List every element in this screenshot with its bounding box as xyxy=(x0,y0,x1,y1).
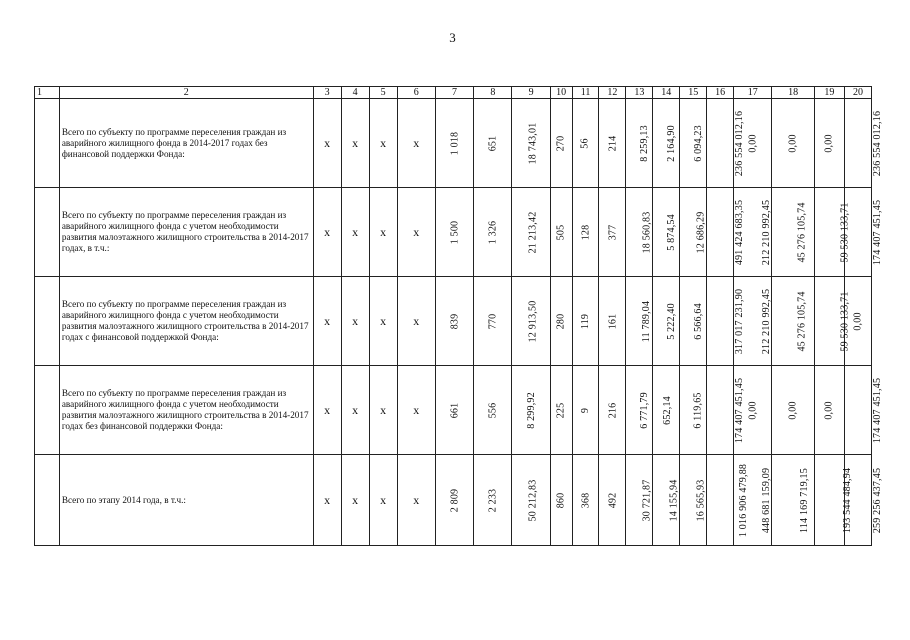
value-cell xyxy=(474,188,512,277)
column-number: 12 xyxy=(599,87,626,99)
cell-value: 6 566,64 xyxy=(693,302,705,340)
cell-value: 6 094,23 xyxy=(693,124,705,162)
value-cell xyxy=(814,277,851,366)
cell-value: 9 xyxy=(580,407,592,413)
value-cell xyxy=(512,277,550,366)
value-cell xyxy=(599,366,626,455)
cross-mark-cell: x xyxy=(313,99,341,188)
column-number: 5 xyxy=(369,87,397,99)
value-cell xyxy=(599,277,626,366)
value-cell xyxy=(572,99,599,188)
cell-value: 212 210 992,45 xyxy=(761,199,773,265)
cell-value: 128 xyxy=(580,224,592,240)
value-cell xyxy=(474,99,512,188)
cell-value: 0,00 xyxy=(852,311,864,331)
cell-value: 236 554 012,16 xyxy=(872,110,884,176)
value-cell xyxy=(435,277,473,366)
row-number-cell xyxy=(35,188,60,277)
value-cell xyxy=(626,99,653,188)
value-cell xyxy=(772,455,814,546)
column-number: 10 xyxy=(550,87,572,99)
value-cell xyxy=(435,99,473,188)
row-number-cell xyxy=(35,277,60,366)
cell-value: 174 407 451,45 xyxy=(734,377,746,443)
cross-mark-cell: x xyxy=(341,366,369,455)
value-cell xyxy=(512,455,550,546)
cell-value: 12 686,29 xyxy=(695,211,707,253)
cross-mark-cell: x xyxy=(369,366,397,455)
value-cell xyxy=(814,455,854,546)
cell-value: 18 560,83 xyxy=(641,211,653,253)
value-cell xyxy=(680,277,707,366)
value-cell xyxy=(572,366,599,455)
value-cell xyxy=(653,99,680,188)
table-row xyxy=(35,277,872,366)
value-cell xyxy=(680,99,707,188)
value-cell xyxy=(435,188,473,277)
cell-value: 193 544 484,94 xyxy=(842,467,854,533)
cell-value: 2 233 xyxy=(487,488,499,512)
value-cell xyxy=(550,277,572,366)
row-number-cell xyxy=(35,366,60,455)
cell-value: 174 407 451,45 xyxy=(872,377,884,443)
cell-value: 556 xyxy=(487,402,499,418)
value-cell xyxy=(772,99,814,188)
cell-value: 174 407 451,45 xyxy=(872,199,884,265)
value-cell xyxy=(844,366,884,455)
table-row xyxy=(35,455,872,546)
column-number: 11 xyxy=(572,87,599,99)
value-cell xyxy=(474,455,512,546)
value-cell xyxy=(626,455,653,546)
column-number: 18 xyxy=(772,87,814,99)
cell-value: 161 xyxy=(606,313,618,329)
cell-value: 45 276 105,74 xyxy=(796,201,808,263)
column-number: 16 xyxy=(707,87,734,99)
value-cell xyxy=(626,366,653,455)
column-number: 8 xyxy=(474,87,512,99)
cell-value: 652,14 xyxy=(662,395,674,425)
cell-value: 45 276 105,74 xyxy=(796,290,808,352)
cell-value: 2 164,90 xyxy=(666,124,678,162)
cross-mark-cell: x xyxy=(313,277,341,366)
value-cell xyxy=(772,366,814,455)
value-cell xyxy=(512,188,550,277)
value-cell xyxy=(707,366,746,455)
cross-mark-cell: x xyxy=(369,99,397,188)
cell-value: 6 119,65 xyxy=(692,391,704,429)
cross-mark-cell: x xyxy=(397,188,435,277)
cell-value: 651 xyxy=(487,135,499,151)
value-cell xyxy=(772,277,814,366)
value-cell xyxy=(707,99,746,188)
cell-value: 0,00 xyxy=(823,400,835,420)
cell-value: 14 155,94 xyxy=(668,479,680,521)
value-cell xyxy=(814,188,851,277)
cell-value: 1 016 906 479,88 xyxy=(738,463,750,537)
cell-value: 491 424 683,35 xyxy=(734,199,746,265)
column-number: 13 xyxy=(626,87,653,99)
column-number: 20 xyxy=(844,87,871,99)
cell-value: 839 xyxy=(449,313,461,329)
cell-value: 30 721,87 xyxy=(641,479,653,521)
cell-value: 5 874,54 xyxy=(666,213,678,251)
column-number: 3 xyxy=(313,87,341,99)
column-number: 19 xyxy=(814,87,844,99)
row-description: Всего по субъекту по программе переселения граждан из аварийного жилищного фонда с учетом необходимости развития малоэтажного жилищного строительства в 2014-2017 годах, в т.ч.: xyxy=(59,188,313,277)
cross-mark-cell: x xyxy=(369,455,397,546)
cross-mark-cell: x xyxy=(397,277,435,366)
row-description: Всего по субъекту по программе переселения граждан из аварийного жилищного фонда с учетом необходимости развития малоэтажного жилищного строительства в 2014-2017 годах с финансовой поддержкой Фонда: xyxy=(59,277,313,366)
value-cell xyxy=(680,455,707,546)
cell-value: 16 565,93 xyxy=(695,479,707,521)
cell-value: 214 xyxy=(606,135,618,151)
cell-value: 50 212,83 xyxy=(527,479,539,521)
cell-value: 270 xyxy=(555,135,567,151)
column-number: 6 xyxy=(397,87,435,99)
column-number: 4 xyxy=(341,87,369,99)
column-number: 1 xyxy=(35,87,60,99)
cross-mark-cell: x xyxy=(313,188,341,277)
cell-value: 770 xyxy=(487,313,499,329)
value-cell xyxy=(772,188,814,277)
cross-mark-cell: x xyxy=(341,277,369,366)
value-cell xyxy=(707,188,746,277)
cell-value: 860 xyxy=(555,492,567,508)
value-cell xyxy=(653,455,680,546)
cross-mark-cell: x xyxy=(369,277,397,366)
row-number-cell xyxy=(35,455,60,546)
report-table xyxy=(34,86,884,546)
header-row xyxy=(35,87,872,99)
page-number: 3 xyxy=(449,30,456,45)
cell-value: 0,00 xyxy=(823,133,835,153)
column-number: 7 xyxy=(435,87,473,99)
cell-value: 505 xyxy=(555,224,567,240)
cell-value: 18 743,01 xyxy=(527,122,539,164)
value-cell xyxy=(435,455,473,546)
cell-value: 280 xyxy=(555,313,567,329)
cross-mark-cell: x xyxy=(397,455,435,546)
column-number: 15 xyxy=(680,87,707,99)
cross-mark-cell: x xyxy=(341,99,369,188)
value-cell xyxy=(550,455,572,546)
row-description: Всего по этапу 2014 года, в т.ч.: xyxy=(59,455,313,546)
cross-mark-cell: x xyxy=(313,455,341,546)
cell-value: 259 256 437,45 xyxy=(872,467,884,533)
value-cell xyxy=(814,366,844,455)
cell-value: 21 213,42 xyxy=(527,211,539,253)
cell-value: 1 500 xyxy=(449,220,461,244)
table-row xyxy=(35,188,872,277)
cell-value: 12 913,50 xyxy=(527,300,539,342)
cell-value: 59 530 133,71 xyxy=(839,201,851,263)
table-row xyxy=(35,99,872,188)
column-number: 14 xyxy=(653,87,680,99)
value-cell xyxy=(599,188,626,277)
cell-value: 1 326 xyxy=(487,220,499,244)
value-cell xyxy=(707,277,746,366)
cell-value: 1 018 xyxy=(449,131,461,155)
value-cell xyxy=(653,188,680,277)
cell-value: 0,00 xyxy=(747,400,759,420)
value-cell xyxy=(550,188,572,277)
value-cell xyxy=(680,366,707,455)
cell-value: 8 299,92 xyxy=(525,391,537,429)
value-cell xyxy=(680,188,707,277)
cell-value: 56 xyxy=(580,137,591,149)
row-description: Всего по субъекту по программе переселения граждан из аварийного жилищного фонда в 2014-2017 годах без финансовой поддержки Фонда: xyxy=(59,99,313,188)
row-description: Всего по субъекту по программе переселения граждан из аварийного жилищного фонда с учетом необходимости развития малоэтажного жилищного строительства в 2014-2017 годах без финансовой поддержки Фонда: xyxy=(59,366,313,455)
value-cell xyxy=(653,277,680,366)
cell-value: 492 xyxy=(606,492,618,508)
cell-value: 377 xyxy=(606,224,618,240)
value-cell xyxy=(435,366,473,455)
cell-value: 5 222,40 xyxy=(666,302,678,340)
cell-value: 236 554 012,16 xyxy=(734,110,746,176)
column-number: 17 xyxy=(734,87,772,99)
cross-mark-cell: x xyxy=(341,188,369,277)
value-cell xyxy=(572,277,599,366)
cell-value: 212 210 992,45 xyxy=(761,288,773,354)
cell-value: 114 169 719,15 xyxy=(799,467,811,533)
value-cell xyxy=(599,455,626,546)
value-cell xyxy=(550,99,572,188)
value-cell xyxy=(626,277,653,366)
cross-mark-cell: x xyxy=(341,455,369,546)
value-cell xyxy=(512,99,550,188)
value-cell xyxy=(474,277,512,366)
cell-value: 59 530 133,71 xyxy=(839,290,851,352)
cross-mark-cell: x xyxy=(397,366,435,455)
cell-value: 317 017 231,90 xyxy=(734,288,746,354)
column-number: 2 xyxy=(59,87,313,99)
table-row xyxy=(35,366,872,455)
cell-value: 6 771,79 xyxy=(639,391,651,429)
cell-value: 119 xyxy=(580,313,592,329)
cell-value: 0,00 xyxy=(747,133,759,153)
value-cell xyxy=(599,99,626,188)
value-cell xyxy=(572,455,599,546)
value-cell xyxy=(512,366,550,455)
cell-value: 0,00 xyxy=(787,133,799,153)
cell-value: 8 259,13 xyxy=(639,124,651,162)
value-cell xyxy=(707,455,750,546)
cell-value: 368 xyxy=(580,492,592,508)
cell-value: 216 xyxy=(606,402,618,418)
cell-value: 661 xyxy=(449,402,461,418)
value-cell xyxy=(814,99,844,188)
cross-mark-cell: x xyxy=(313,366,341,455)
value-cell xyxy=(626,188,653,277)
value-cell xyxy=(474,366,512,455)
cell-value: 448 681 159,09 xyxy=(761,467,773,533)
cell-value: 0,00 xyxy=(787,400,799,420)
cell-value: 11 789,04 xyxy=(641,300,653,342)
value-cell xyxy=(550,366,572,455)
value-cell xyxy=(653,366,680,455)
cell-value: 225 xyxy=(555,402,567,418)
cross-mark-cell: x xyxy=(397,99,435,188)
value-cell xyxy=(572,188,599,277)
column-number: 9 xyxy=(512,87,550,99)
row-number-cell xyxy=(35,99,60,188)
value-cell xyxy=(844,99,884,188)
cell-value: 2 809 xyxy=(449,488,461,512)
cross-mark-cell: x xyxy=(369,188,397,277)
